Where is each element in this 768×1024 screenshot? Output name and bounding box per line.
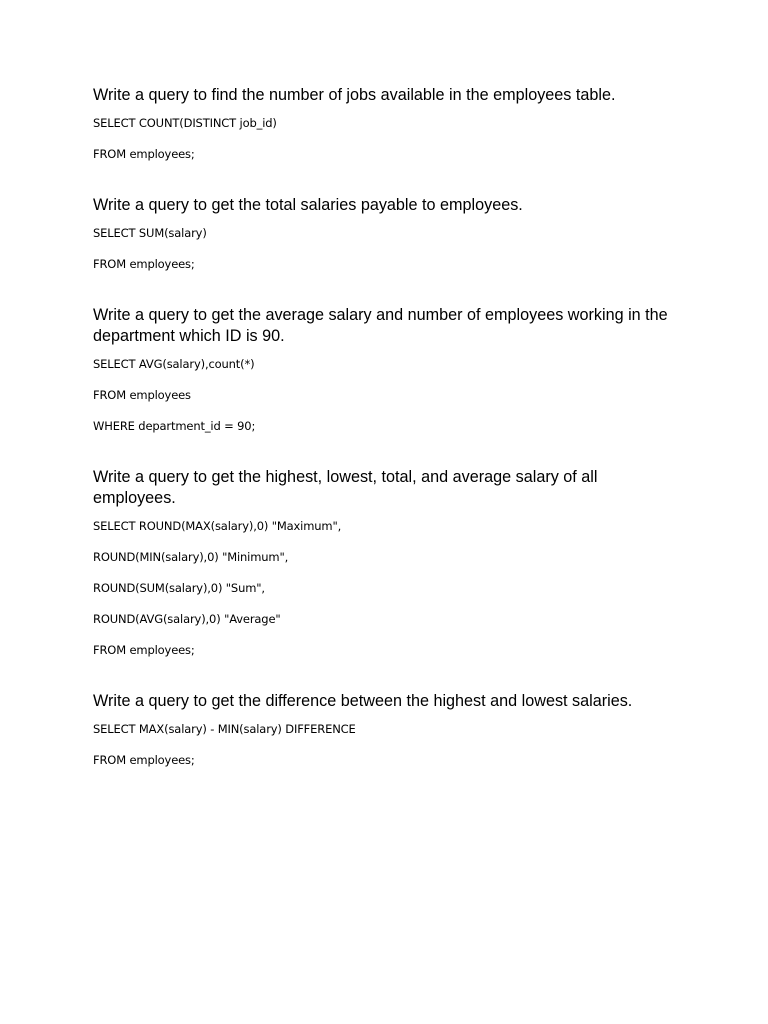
sql-line: SELECT AVG(salary),count(*) <box>93 357 255 371</box>
question-text: Write a query to find the number of jobs available in the employees table. <box>93 86 616 104</box>
question-text: Write a query to get the average salary and number of employees working in the department which ID is 90. <box>93 306 668 345</box>
sql-line: FROM employees; <box>93 147 195 161</box>
sql-line: ROUND(SUM(salary),0) "Sum", <box>93 581 265 595</box>
query-section-3 <box>93 305 683 434</box>
sql-line: SELECT MAX(salary) - MIN(salary) DIFFERENCE <box>93 722 356 736</box>
question-text: Write a query to get the difference between the highest and lowest salaries. <box>93 692 633 710</box>
query-section-4 <box>93 467 683 658</box>
document-page <box>93 85 683 783</box>
sql-line: FROM employees; <box>93 257 195 271</box>
sql-line: WHERE department_id = 90; <box>93 419 256 433</box>
query-section-2 <box>93 195 683 272</box>
sql-line: ROUND(MIN(salary),0) "Minimum", <box>93 550 289 564</box>
query-section-1 <box>93 85 683 162</box>
sql-line: SELECT SUM(salary) <box>93 226 207 240</box>
sql-line: ROUND(AVG(salary),0) "Average" <box>93 612 281 626</box>
sql-line: FROM employees; <box>93 643 195 657</box>
question-text: Write a query to get the total salaries payable to employees. <box>93 196 523 214</box>
sql-line: SELECT ROUND(MAX(salary),0) "Maximum", <box>93 519 342 533</box>
sql-line: FROM employees <box>93 388 191 402</box>
query-section-5 <box>93 691 683 768</box>
sql-line: FROM employees; <box>93 753 195 767</box>
sql-line: SELECT COUNT(DISTINCT job_id) <box>93 116 277 130</box>
question-text: Write a query to get the highest, lowest, total, and average salary of all employees. <box>93 468 598 507</box>
